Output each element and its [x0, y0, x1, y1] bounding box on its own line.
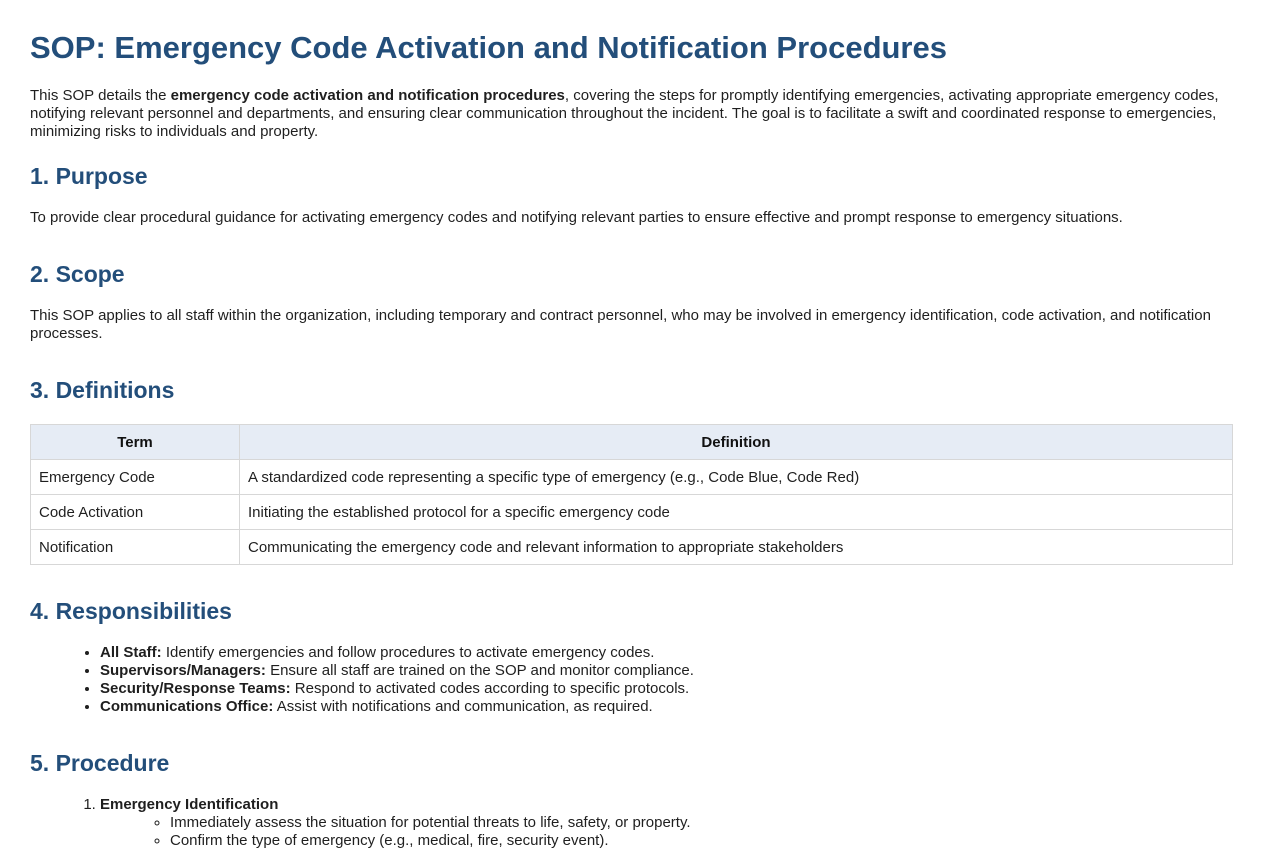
column-header-term: Term: [31, 425, 240, 460]
definitions-table: [30, 424, 1233, 565]
intro-prefix: This SOP details the: [30, 87, 171, 104]
procedure-heading: 5. Procedure: [30, 750, 170, 776]
definition-cell: A standardized code representing a specific type of emergency (e.g., Code Blue, Code Red): [240, 460, 1233, 495]
substep-item: ◦ Confirm the type of emergency (e.g., medical, fire, security event).: [170, 832, 691, 850]
list-item: [100, 680, 694, 698]
step-title: Emergency Identification: [100, 796, 279, 813]
role-label: All Staff:: [100, 644, 162, 661]
table-row: [31, 495, 1233, 530]
substep-list: [100, 814, 691, 850]
role-label: Supervisors/Managers:: [100, 662, 266, 679]
table-header-row: [31, 425, 1233, 460]
term-cell: Notification: [31, 530, 240, 565]
list-item: [100, 698, 694, 716]
role-text: Assist with notifications and communication, as required.: [273, 698, 653, 715]
intro-bold: emergency code activation and notification procedures: [170, 87, 565, 104]
purpose-text: To provide clear procedural guidance for activating emergency codes and notifying relevant parties to ensure effective and prompt response to emergency situations.: [30, 209, 1123, 226]
definition-cell: Communicating the emergency code and relevant information to appropriate stakeholders: [240, 530, 1233, 565]
table-row: [31, 460, 1233, 495]
responsibilities-list: [30, 644, 694, 716]
scope-text: This SOP applies to all staff within the organization, including temporary and contract personnel, who may be involved in emergency identification, code activation, and notification processes.: [30, 307, 1211, 342]
role-label: Security/Response Teams:: [100, 680, 291, 697]
role-text: Respond to activated codes according to specific protocols.: [290, 680, 690, 697]
column-header-definition: Definition: [240, 425, 1233, 460]
list-item: [100, 662, 694, 680]
responsibilities-heading: 4. Responsibilities: [30, 598, 232, 624]
role-text: Ensure all staff are trained on the SOP and monitor compliance.: [265, 662, 694, 679]
purpose-heading: 1. Purpose: [30, 163, 148, 189]
procedure-step: [100, 796, 691, 850]
intro-suffix: , covering the steps for promptly identifying emergencies, activating appropriate emergency codes, notifying relevant personnel and departments, and ensuring clear communication throughout the incident. The goal is to facilitate a swift and coordinated response to emergencies, minimizing risks to individuals and property.: [30, 87, 1219, 140]
definition-cell: Initiating the established protocol for a specific emergency code: [240, 495, 1233, 530]
procedure-steps: [30, 796, 691, 850]
definitions-heading: 3. Definitions: [30, 377, 175, 403]
role-label: Communications Office:: [100, 698, 274, 715]
table-row: [31, 530, 1233, 565]
substep-item: ◦ Immediately assess the situation for potential threats to life, safety, or property.: [170, 814, 691, 832]
term-cell: Code Activation: [31, 495, 240, 530]
scope-heading: 2. Scope: [30, 261, 125, 287]
list-item: [100, 644, 694, 662]
page-title: SOP: Emergency Code Activation and Notification Procedures: [30, 30, 947, 65]
role-text: Identify emergencies and follow procedures to activate emergency codes.: [161, 644, 655, 661]
term-cell: Emergency Code: [31, 460, 240, 495]
intro-paragraph: [30, 87, 1233, 141]
